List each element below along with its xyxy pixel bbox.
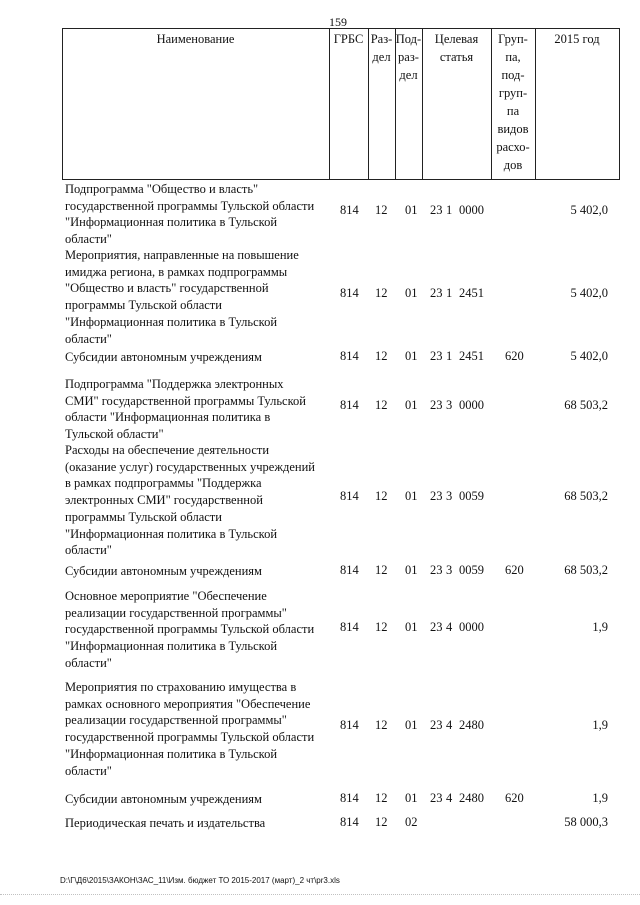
file-path-footer: D:\Г\Д6\2015\ЗАКОН\ЗАС_11\Изм. бюджет ТО 2015-2017 (март)_2 чт\pr3.xls [60,876,340,885]
row-cs-subprogram: 4 [446,620,453,634]
row-razdel: 12 [375,815,388,829]
row-razdel: 12 [375,718,388,732]
header-name: Наименование [156,32,235,46]
row-value: 68 503,2 [564,398,608,412]
row-cs-code: 0000 [459,203,484,217]
header-razdel: Раз- дел [370,32,393,64]
col-divider [535,28,536,180]
row-podrazdel: 01 [405,563,418,577]
row-razdel: 12 [375,563,388,577]
row-grbs: 814 [340,791,359,805]
row-razdel: 12 [375,620,388,634]
row-cs-code: 0000 [459,398,484,412]
page-number: 159 [329,15,347,29]
row-value: 68 503,2 [564,489,608,503]
col-divider [329,28,330,180]
row-name: Субсидии автономным учреждениям [65,792,262,806]
col-divider [619,28,620,180]
row-name: Субсидии автономным учреждениям [65,564,262,578]
row-podrazdel: 01 [405,718,418,732]
row-grbs: 814 [340,286,359,300]
row-cs-program: 23 [430,718,443,732]
row-name: Расходы на обеспечение деятельности (оказание услуг) государственных учреждений в рамках подпрограммы "Поддержка электронных СМИ" государственной программы Тульской области "Информационная политика в Тульской области" [65,443,315,558]
row-cs-subprogram: 3 [446,563,453,577]
header-celevaya-statya: Целевая статья [434,32,479,64]
row-podrazdel: 01 [405,349,418,363]
row-cs-program: 23 [430,286,443,300]
row-gruppa: 620 [505,563,524,577]
row-grbs: 814 [340,563,359,577]
row-cs-program: 23 [430,563,443,577]
row-grbs: 814 [340,203,359,217]
row-cs-code: 0059 [459,563,484,577]
row-podrazdel: 01 [405,286,418,300]
row-value: 1,9 [592,718,608,732]
row-podrazdel: 01 [405,398,418,412]
row-podrazdel: 01 [405,489,418,503]
row-cs-code: 0000 [459,620,484,634]
row-gruppa: 620 [505,349,524,363]
row-grbs: 814 [340,489,359,503]
row-cs-program: 23 [430,398,443,412]
row-name: Подпрограмма "Поддержка электронных СМИ" государственной программы Тульской области "Информационная политика в Тульской области" [65,377,306,442]
row-podrazdel: 01 [405,791,418,805]
row-podrazdel: 01 [405,203,418,217]
row-grbs: 814 [340,815,359,829]
row-cs-code: 2480 [459,791,484,805]
row-name: Периодическая печать и издательства [65,816,266,830]
row-name: Подпрограмма "Общество и власть" государственной программы Тульской области "Информационная политика в Тульской области" [65,182,315,247]
row-name: Основное мероприятие "Обеспечение реализации государственной программы" государственной программы Тульской области "Информационная политика в Тульской области" [65,589,315,670]
row-cs-program: 23 [430,620,443,634]
header-podrazdel: Под- раз- дел [395,32,422,82]
row-cs-program: 23 [430,203,443,217]
row-name: Субсидии автономным учреждениям [65,350,262,364]
row-cs-code: 2480 [459,718,484,732]
row-cs-subprogram: 3 [446,398,453,412]
row-name: Мероприятия, направленные на повышение имиджа региона, в рамках подпрограммы "Общество и власть" государственной программы Тульской области "Информационная политика в Тульской области" [65,248,299,346]
row-cs-program: 23 [430,349,443,363]
row-value: 68 503,2 [564,563,608,577]
scan-artifact-line [0,894,640,898]
row-grbs: 814 [340,620,359,634]
row-grbs: 814 [340,349,359,363]
row-podrazdel: 01 [405,620,418,634]
col-divider [62,28,63,180]
row-cs-subprogram: 4 [446,718,453,732]
row-razdel: 12 [375,203,388,217]
row-cs-subprogram: 4 [446,791,453,805]
row-cs-program: 23 [430,489,443,503]
row-cs-code: 2451 [459,349,484,363]
row-value: 5 402,0 [570,286,608,300]
row-razdel: 12 [375,398,388,412]
row-razdel: 12 [375,286,388,300]
row-value: 58 000,3 [564,815,608,829]
row-razdel: 12 [375,489,388,503]
row-razdel: 12 [375,791,388,805]
row-cs-program: 23 [430,791,443,805]
row-value: 5 402,0 [570,203,608,217]
row-cs-subprogram: 1 [446,286,453,300]
row-cs-subprogram: 1 [446,203,453,217]
row-cs-subprogram: 1 [446,349,453,363]
row-podrazdel: 02 [405,815,418,829]
row-cs-code: 0059 [459,489,484,503]
row-name: Мероприятия по страхованию имущества в рамках основного мероприятия "Обеспечение реализации государственной программы" государственной программы Тульской области "Информационная политика в Тульской области" [65,680,315,778]
row-value: 5 402,0 [570,349,608,363]
row-grbs: 814 [340,718,359,732]
row-grbs: 814 [340,398,359,412]
row-razdel: 12 [375,349,388,363]
row-cs-subprogram: 3 [446,489,453,503]
row-gruppa: 620 [505,791,524,805]
header-gruppa: Груп- па, под- груп- па видов расхо- дов [496,32,530,172]
header-grbs: ГРБС [333,32,364,46]
row-cs-code: 2451 [459,286,484,300]
row-value: 1,9 [592,620,608,634]
row-value: 1,9 [592,791,608,805]
header-year: 2015 год [554,32,600,46]
table-header [0,28,640,180]
